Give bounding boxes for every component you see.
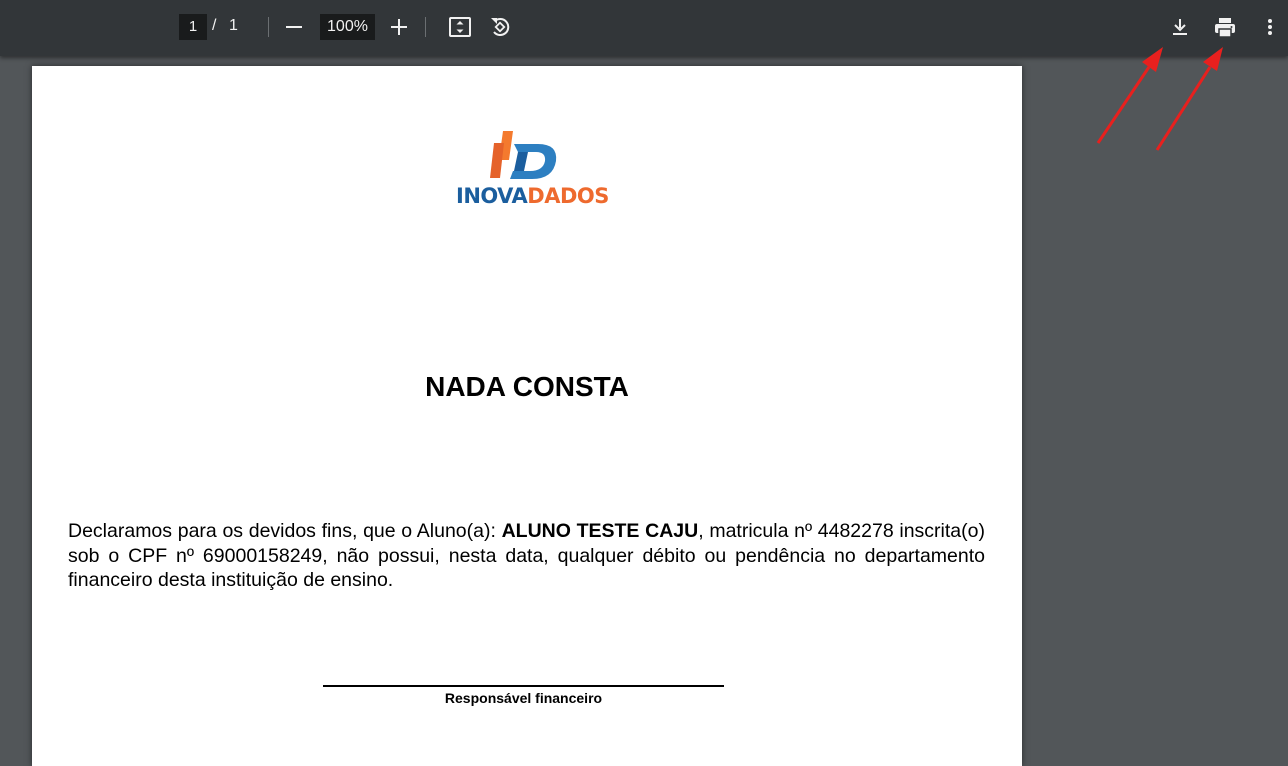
print-icon (1213, 16, 1237, 38)
toolbar-divider (425, 17, 426, 37)
zoom-in-icon (390, 18, 408, 36)
document-body (68, 519, 985, 593)
more-options-icon (1267, 17, 1273, 37)
body-intro: Declaramos para os devidos fins, que o Aluno(a): (68, 520, 502, 542)
company-logo (456, 130, 609, 210)
arrow-to-download (1098, 67, 1149, 143)
toolbar-divider (268, 17, 269, 37)
page-total: 1 (229, 17, 238, 34)
arrow-to-print (1157, 67, 1210, 150)
logo-text-inova: INOVA (456, 184, 528, 208)
download-button[interactable] (1164, 10, 1196, 44)
pdf-page (32, 66, 1022, 766)
body-rest: , matricula nº 4482278 inscrita(o) sob o CPF nº 69000158249, não possui, nesta data, qualquer débito ou pendência no departamento financeiro desta instituição de ensino. (68, 520, 985, 591)
print-button[interactable] (1209, 10, 1241, 44)
fit-to-page-button[interactable] (444, 10, 476, 44)
signature-line (323, 685, 724, 687)
zoom-in-button[interactable] (383, 10, 415, 44)
page-number-input[interactable] (179, 14, 207, 40)
more-options-button[interactable] (1254, 10, 1286, 44)
student-name: ALUNO TESTE CAJU (501, 520, 699, 542)
logo-wordmark (456, 184, 609, 208)
rotate-icon (488, 15, 512, 39)
fit-to-page-icon (448, 16, 472, 38)
download-icon (1170, 17, 1190, 37)
signature-label: Responsável financeiro (444, 690, 603, 706)
pdf-toolbar (0, 0, 1288, 56)
zoom-level-input[interactable]: 100% (320, 14, 375, 40)
zoom-out-icon (285, 18, 303, 36)
document-title: NADA CONSTA (425, 371, 629, 402)
zoom-out-button[interactable] (278, 10, 310, 44)
logo-text-dados: DADOS (527, 184, 609, 208)
page-separator: / (212, 17, 217, 34)
logo-emblem (456, 130, 596, 184)
rotate-button[interactable] (484, 10, 516, 44)
